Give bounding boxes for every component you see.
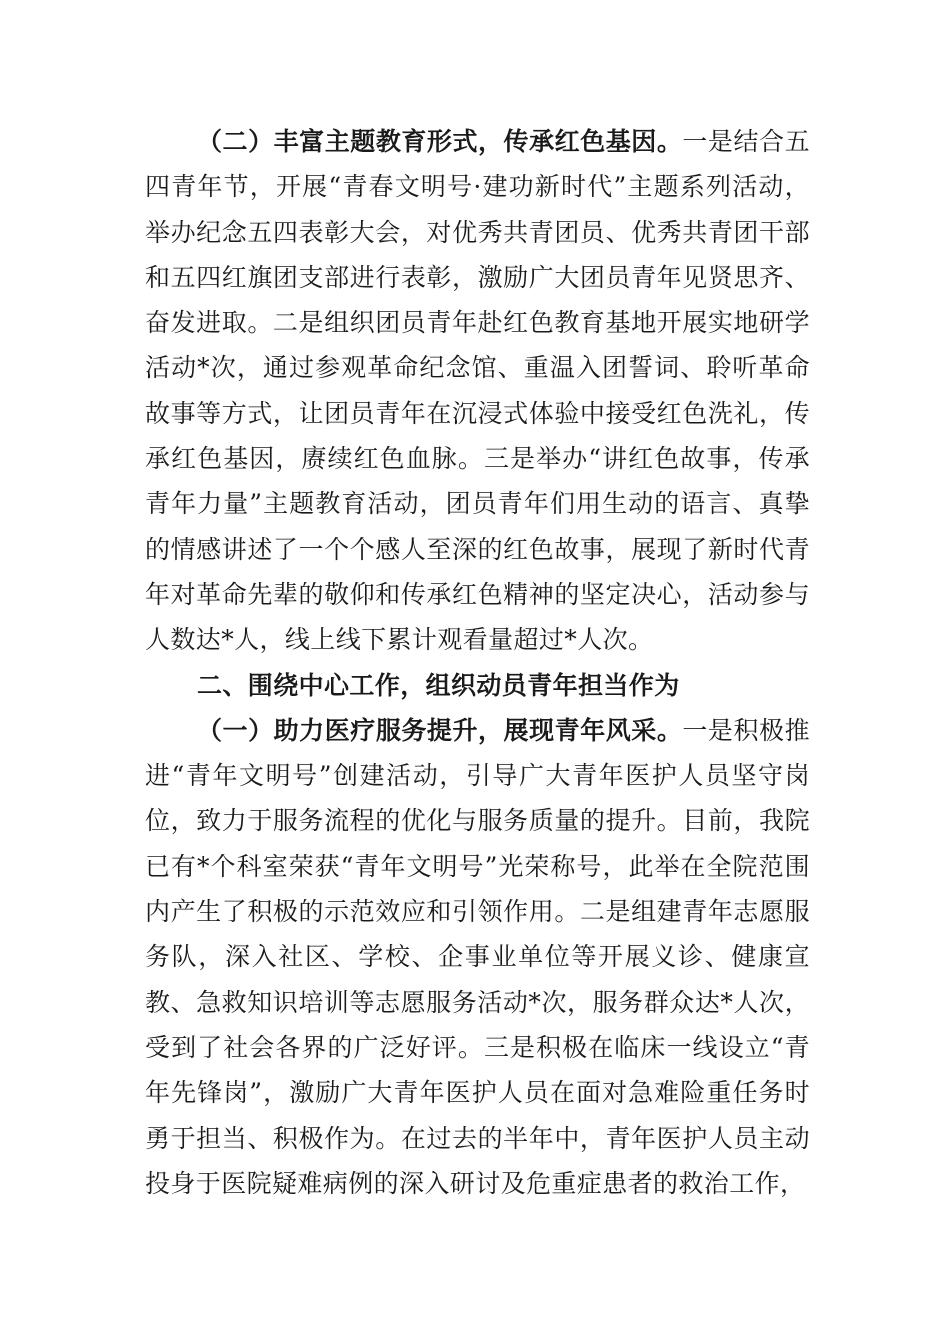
paragraph-text-medical-service: 一是积极推进“青年文明号”创建活动，引导广大青年医护人员坚守岗位，致力于服务流程的优化与服务质量的提升。目前，我院已有*个科室荣获“青年文明号”光荣称号，此举在全院范围内产生了积极的示范效应和引领作用。二是组建青年志愿服务队，深入社区、学校、企事业单位等开展义诊、健康宣教、急救知识培训等志愿服务活动*次，服务群众达*人次，受到了社会各界的广泛好评。三是积极在临床一线设立“青年先锋岗”，激励广大青年医护人员在面对急难险重任务时勇于担当、积极作为。在过去的半年中，青年医护人员主动投身于医院疑难病例的深入研讨及危重症患者的救治工作， [145,715,810,1198]
paragraph-medical-service [145,708,810,1206]
paragraph-lead-medical-service: （一）助力医疗服务提升，展现青年风采。 [197,715,683,745]
paragraph-text-theme-education: 一是结合五四青年节，开展“青春文明号·建功新时代”主题系列活动，举办纪念五四表彰大会，对优秀共青团员、优秀共青团干部和五四红旗团支部进行表彰，激励广大团员青年见贤思齐、奋发进取。二是组织团员青年赴红色教育基地开展实地研学活动*次，通过参观革命纪念馆、重温入团誓词、聆听革命故事等方式，让团员青年在沉浸式体验中接受红色洗礼，传承红色基因，赓续红色血脉。三是举办“讲红色故事，传承青年力量”主题教育活动，团员青年们用生动的语言、真挚的情感讲述了一个个感人至深的红色故事，展现了新时代青年对革命先辈的敬仰和传承红色精神的坚定决心，活动参与人数达*人，线上线下累计观看量超过*人次。 [145,127,810,655]
section-heading: 二、围绕中心工作，组织动员青年担当作为 [197,670,680,700]
paragraph-lead-theme-education: （二）丰富主题教育形式，传承红色基因。 [197,127,683,156]
paragraph-theme-education [145,119,810,663]
document-body [145,119,810,1206]
